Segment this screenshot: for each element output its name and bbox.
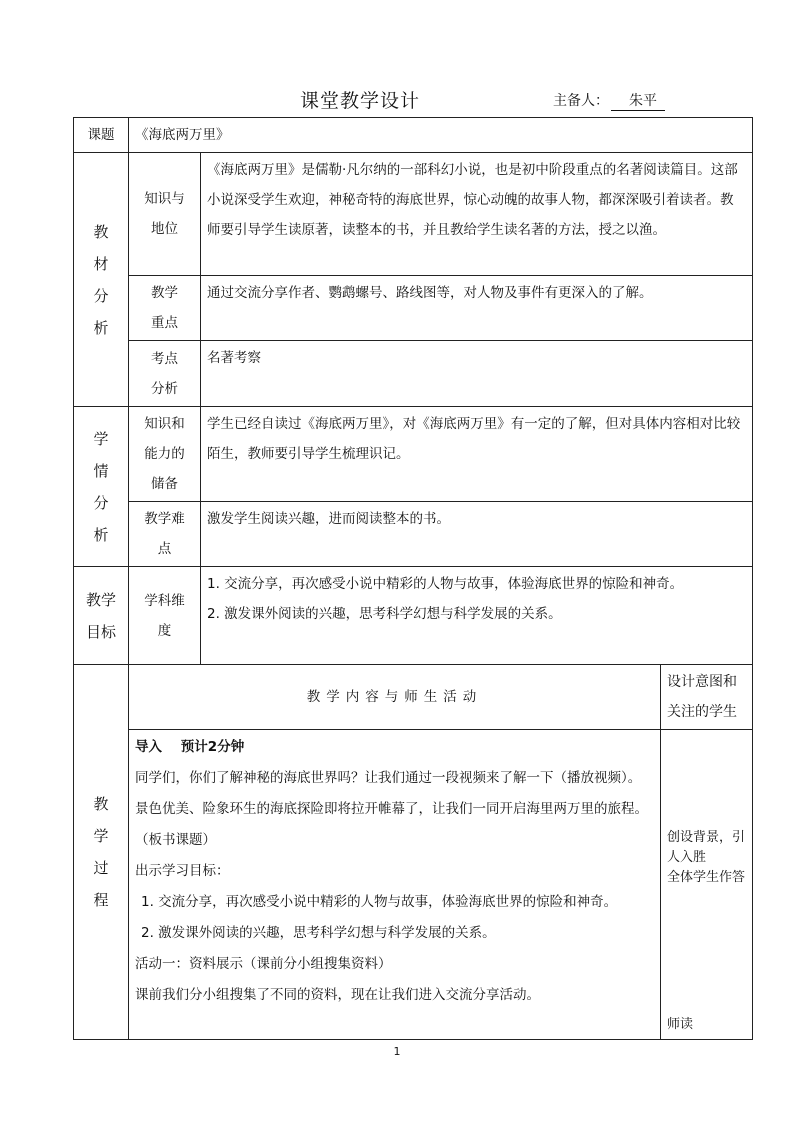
topic-label: 课题	[74, 118, 129, 153]
content-heading: 教学内容与师生活动	[129, 665, 661, 730]
topic-value: 《海底两万里》	[129, 118, 753, 153]
objectives-row	[74, 567, 753, 665]
student-row-2	[74, 502, 753, 567]
objectives-label: 教学 目标	[74, 567, 129, 665]
sublabel-teaching-difficulty: 教学难 点	[129, 502, 201, 567]
process-line: 课前我们分小组搜集了不同的资料，现在让我们进入交流分享活动。	[135, 987, 540, 1003]
design-note: 全体学生作答	[667, 870, 746, 885]
sublabel-teaching-focus: 教学 重点	[129, 276, 201, 341]
material-analysis-label: 教 材 分 析	[74, 153, 129, 407]
process-label: 教 学 过 程	[74, 665, 129, 1040]
sublabel-knowledge-position: 知识与 地位	[129, 153, 201, 276]
design-heading: 设计意图和关注的学生	[661, 665, 753, 730]
topic-row	[74, 118, 753, 153]
process-content	[129, 730, 661, 1040]
design-note: 创设背景，引人入胜	[667, 830, 746, 865]
process-line: 活动一：资料展示（课前分小组搜集资料）	[135, 956, 392, 972]
process-content-row	[74, 730, 753, 1040]
author-label: 主备人：	[553, 93, 609, 109]
process-line: 1. 交流分享，再次感受小说中精彩的人物与故事，体验海底世界的惊险和神奇。	[141, 894, 618, 910]
design-note-group	[667, 828, 747, 888]
document-title: 课堂教学设计	[300, 90, 421, 112]
knowledge-position-text: 《海底两万里》是儒勒·凡尔纳的一部科幻小说，也是初中阶段重点的名著阅读篇目。这部小说深受学生欢迎，神秘奇特的海底世界，惊心动魄的故事人物，都深深吸引着读者。教师要引导学生读原著，读整本的书，并且教给学生读名著的方法，授之以渔。	[201, 153, 753, 276]
objective-item: 1. 交流分享，再次感受小说中精彩的人物与故事，体验海底世界的惊险和神奇。	[207, 576, 684, 592]
author-line	[553, 90, 665, 111]
knowledge-ability-text: 学生已经自读过《海底两万里》，对《海底两万里》有一定的了解，但对具体内容相对比较陌生，教师要引导学生梳理识记。	[201, 407, 753, 502]
design-note-bottom: 师读	[667, 1017, 694, 1032]
process-line: 2. 激发课外阅读的兴趣，思考科学幻想与科学发展的关系。	[141, 925, 496, 941]
objective-item: 2. 激发课外阅读的兴趣，思考科学幻想与科学发展的关系。	[207, 606, 562, 622]
intro-title: 导入 预计2分钟	[135, 739, 245, 755]
page-number: 1	[393, 1045, 401, 1058]
process-line: 出示学习目标：	[135, 863, 230, 879]
lesson-plan-table	[73, 117, 753, 1040]
student-row-1	[74, 407, 753, 502]
sublabel-knowledge-ability: 知识和 能力的 储备	[129, 407, 201, 502]
sublabel-subject-dimension: 学科维 度	[129, 567, 201, 665]
process-header-row	[74, 665, 753, 730]
student-analysis-label: 学 情 分 析	[74, 407, 129, 567]
teaching-focus-text: 通过交流分享作者、鹦鹉螺号、路线图等，对人物及事件有更深入的了解。	[201, 276, 753, 341]
author-name: 朱平	[611, 90, 665, 111]
exam-analysis-text: 名著考察	[201, 341, 753, 407]
sublabel-exam-analysis: 考点 分析	[129, 341, 201, 407]
teaching-difficulty-text: 激发学生阅读兴趣，进而阅读整本的书。	[201, 502, 753, 567]
process-line: 同学们，你们了解神秘的海底世界吗？让我们通过一段视频来了解一下（播放视频）。景色优美、险象环生的海底探险即将拉开帷幕了，让我们一同开启海里两万里的旅程。（板书课题）	[135, 770, 648, 848]
design-notes	[661, 730, 753, 1040]
material-row-3	[74, 341, 753, 407]
objectives-list	[201, 567, 753, 665]
material-row-1	[74, 153, 753, 276]
material-row-2	[74, 276, 753, 341]
